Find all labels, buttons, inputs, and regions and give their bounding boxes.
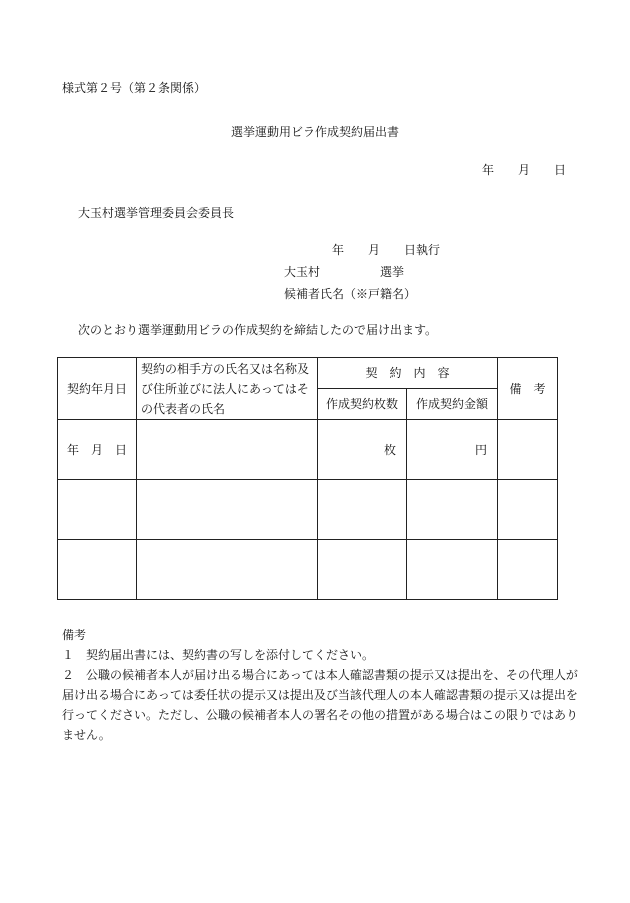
- addressee: 大玉村選挙管理委員会委員長: [78, 206, 235, 220]
- header-sheet-count: 作成契約枚数: [318, 389, 407, 420]
- row1-party: [137, 420, 318, 480]
- row3-date: [58, 540, 137, 600]
- row2-remarks: [498, 480, 558, 540]
- election-date: 年 月 日執行: [332, 243, 441, 257]
- header-amount: 作成契約金額: [407, 389, 498, 420]
- table-row: [58, 420, 558, 480]
- row1-date: 年 月 日: [58, 420, 137, 480]
- notes-heading: 備考: [62, 628, 87, 642]
- header-remarks: 備 考: [498, 358, 558, 420]
- form-number: 様式第２号（第２条関係）: [62, 81, 207, 95]
- header-contract-date: 契約年月日: [58, 358, 137, 420]
- row1-remarks: [498, 420, 558, 480]
- row1-amount: 円: [407, 420, 498, 480]
- table-row: [58, 540, 558, 600]
- contract-table: [57, 357, 558, 600]
- row2-amount: [407, 480, 498, 540]
- row2-date: [58, 480, 137, 540]
- statement: 次のとおり選挙運動用ビラの作成契約を締結したので届け出ます。: [78, 323, 438, 337]
- note-item-1: １ 契約届出書には、契約書の写しを添付してください。: [62, 648, 375, 662]
- submission-date: 年 月 日: [482, 163, 567, 177]
- candidate-name: 候補者氏名（※戸籍名）: [284, 287, 417, 301]
- row2-party: [137, 480, 318, 540]
- notes-section: [62, 625, 582, 745]
- row1-sheets: 枚: [318, 420, 407, 480]
- document-title: 選挙運動用ビラ作成契約届出書: [230, 125, 399, 139]
- header-contract-party: 契約の相手方の氏名又は名称及び住所並びに法人にあってはその代表者の氏名: [137, 358, 318, 420]
- header-contract-content: 契 約 内 容: [318, 358, 498, 389]
- election-name: 大玉村 選挙: [284, 265, 405, 279]
- note-item-2: ２ 公職の候補者本人が届け出る場合にあっては本人確認書類の提示又は提出を、その代理人が届け出る場合にあっては委任状の提示又は提出及び当該代理人の本人確認書類の提示又は提出を行ってください。ただし、公職の候補者本人の署名その他の措置がある場合はこの限りではありません。: [62, 668, 579, 742]
- row2-sheets: [318, 480, 407, 540]
- table-row: [58, 480, 558, 540]
- row3-amount: [407, 540, 498, 600]
- row3-remarks: [498, 540, 558, 600]
- row3-sheets: [318, 540, 407, 600]
- row3-party: [137, 540, 318, 600]
